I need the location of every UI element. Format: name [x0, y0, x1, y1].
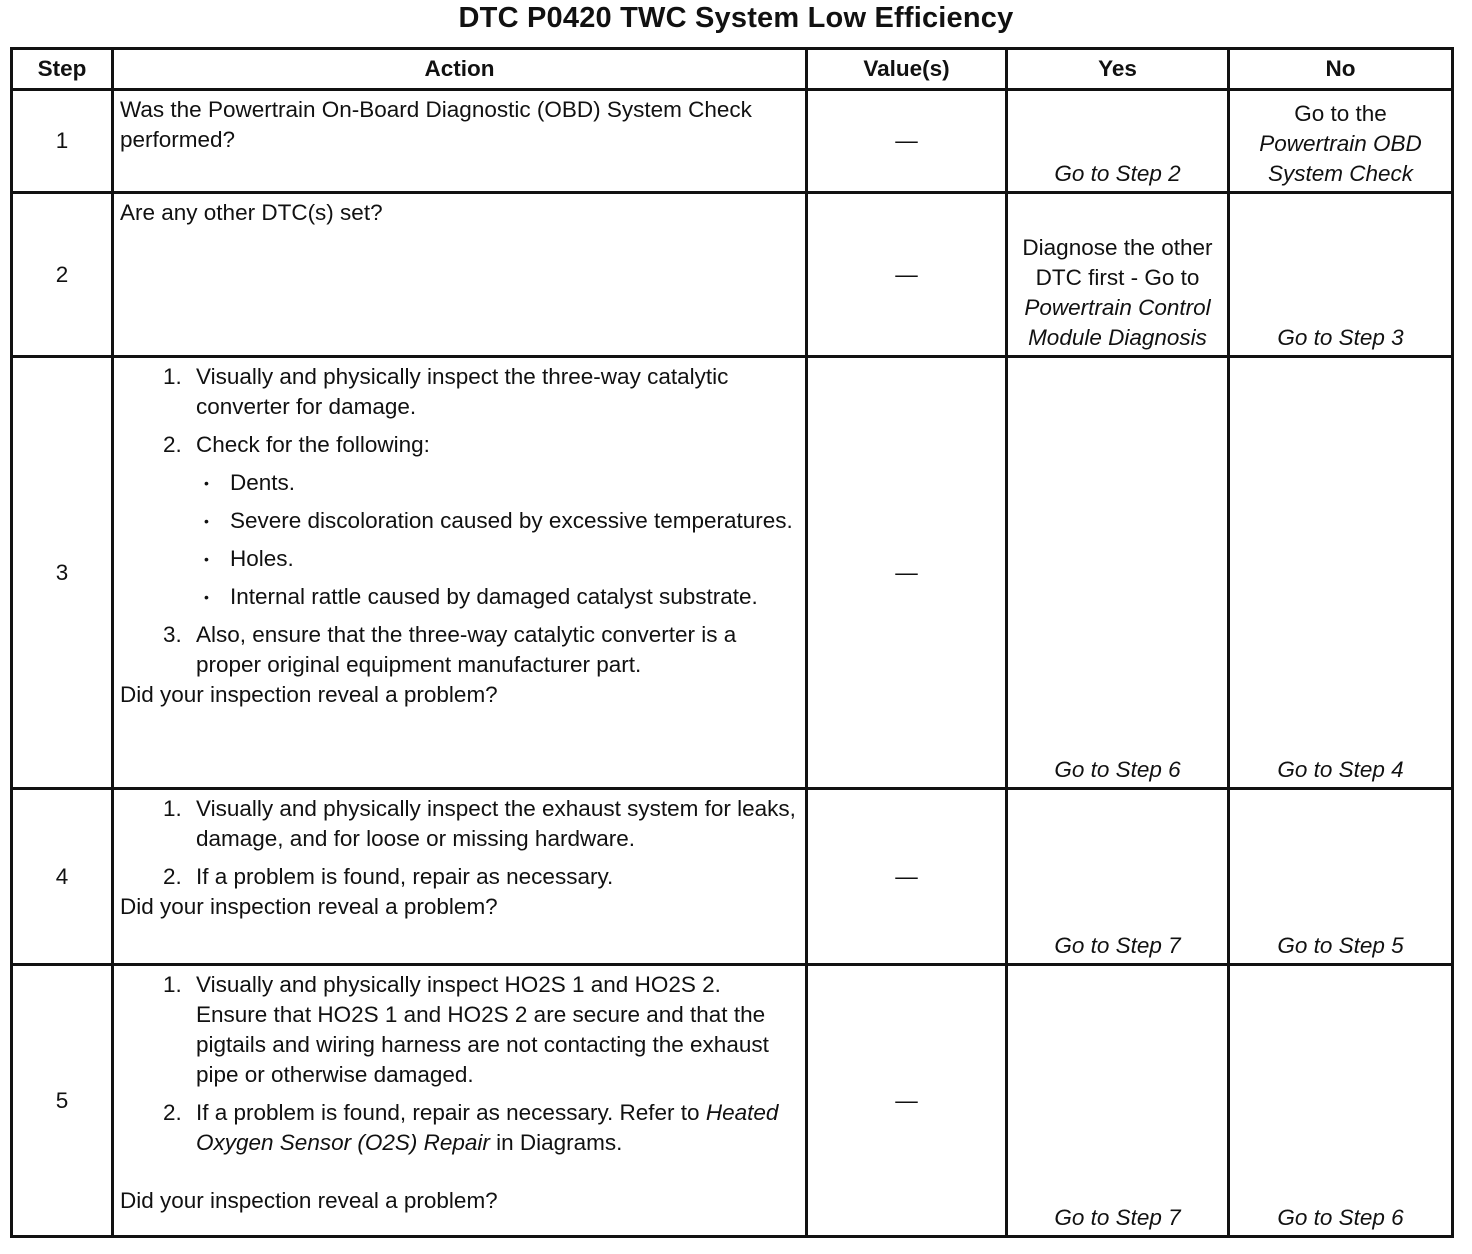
action-steps: [120, 970, 797, 1158]
action-step: 1. Visually and physically inspect the exhaust system for leaks, damage, and for loose or missing hardware.: [188, 794, 797, 854]
action-question: Was the Powertrain On-Board Diagnostic (OBD) System Check performed?: [120, 97, 752, 152]
step-number: 1: [12, 90, 113, 193]
header-yes: Yes: [1007, 49, 1229, 90]
header-step: Step: [12, 49, 113, 90]
check-list: [196, 468, 797, 612]
table-row: [12, 357, 1453, 789]
action-steps: [120, 794, 797, 892]
check-item: • Dents.: [230, 468, 797, 498]
action-step-text: Check for the following:: [196, 432, 430, 457]
action-step: 2. If a problem is found, repair as necessary.: [188, 862, 797, 892]
yes-cell: Go to Step 2: [1007, 90, 1229, 193]
no-cell: [1229, 90, 1453, 193]
action-cell: [113, 193, 807, 357]
action-step: [188, 1098, 797, 1158]
action-cell: [113, 789, 807, 965]
header-no: No: [1229, 49, 1453, 90]
action-step-suffix: in Diagrams.: [496, 1130, 623, 1155]
value-cell: —: [807, 90, 1007, 193]
table-header-row: [12, 49, 1453, 90]
value-cell: —: [807, 193, 1007, 357]
action-step: 1. Visually and physically inspect the three-way catalytic converter for damage.: [188, 362, 797, 422]
action-step: 3. Also, ensure that the three-way catalytic converter is a proper original equipment manufacturer part.: [188, 620, 797, 680]
yes-cell: Go to Step 7: [1007, 789, 1229, 965]
check-item: • Holes.: [230, 544, 797, 574]
action-question: Did your inspection reveal a problem?: [120, 682, 498, 707]
step-number: 4: [12, 789, 113, 965]
yes-cell: Go to Step 7: [1007, 965, 1229, 1237]
table-row: [12, 193, 1453, 357]
action-question: Did your inspection reveal a problem?: [120, 1188, 498, 1213]
no-cell: Go to Step 4: [1229, 357, 1453, 789]
action-cell: [113, 357, 807, 789]
table-row: [12, 965, 1453, 1237]
step-number: 3: [12, 357, 113, 789]
action-cell: [113, 90, 807, 193]
action-step: 1. Visually and physically inspect HO2S 1 and HO2S 2. Ensure that HO2S 1 and HO2S 2 are secure and that the pigtails and wiring harness are not contacting the exhaust pipe or otherwise damaged.: [188, 970, 797, 1090]
document-title: DTC P0420 TWC System Low Efficiency: [458, 2, 1014, 34]
table-row: [12, 789, 1453, 965]
check-item: • Severe discoloration caused by excessive temperatures.: [230, 506, 797, 536]
no-cell: Go to Step 6: [1229, 965, 1453, 1237]
action-steps: [120, 362, 797, 680]
action-question: Are any other DTC(s) set?: [120, 200, 383, 225]
value-cell: —: [807, 789, 1007, 965]
header-values: Value(s): [807, 49, 1007, 90]
yes-prefix: Diagnose the other DTC first - Go to: [1022, 235, 1213, 290]
value-cell: —: [807, 965, 1007, 1237]
table-row: [12, 90, 1453, 193]
step-number: 5: [12, 965, 113, 1237]
no-cell: Go to Step 5: [1229, 789, 1453, 965]
check-item: • Internal rattle caused by damaged catalyst substrate.: [230, 582, 797, 612]
action-step: [188, 430, 797, 612]
no-cell: Go to Step 3: [1229, 193, 1453, 357]
diagnostic-table: [10, 47, 1454, 1238]
action-step-text: If a problem is found, repair as necessary. Refer to: [196, 1100, 700, 1125]
repair-reference-link: Heated Oxygen Sensor (O2S) Repair: [196, 1100, 779, 1155]
value-cell: —: [807, 357, 1007, 789]
action-cell: [113, 965, 807, 1237]
yes-cell: Go to Step 6: [1007, 357, 1229, 789]
action-question: Did your inspection reveal a problem?: [120, 894, 498, 919]
yes-link: Powertrain Control Module Diagnosis: [1024, 295, 1211, 350]
no-link: Powertrain OBD System Check: [1259, 131, 1422, 186]
yes-cell: [1007, 193, 1229, 357]
no-prefix: Go to the: [1294, 101, 1387, 126]
header-action: Action: [113, 49, 807, 90]
step-number: 2: [12, 193, 113, 357]
